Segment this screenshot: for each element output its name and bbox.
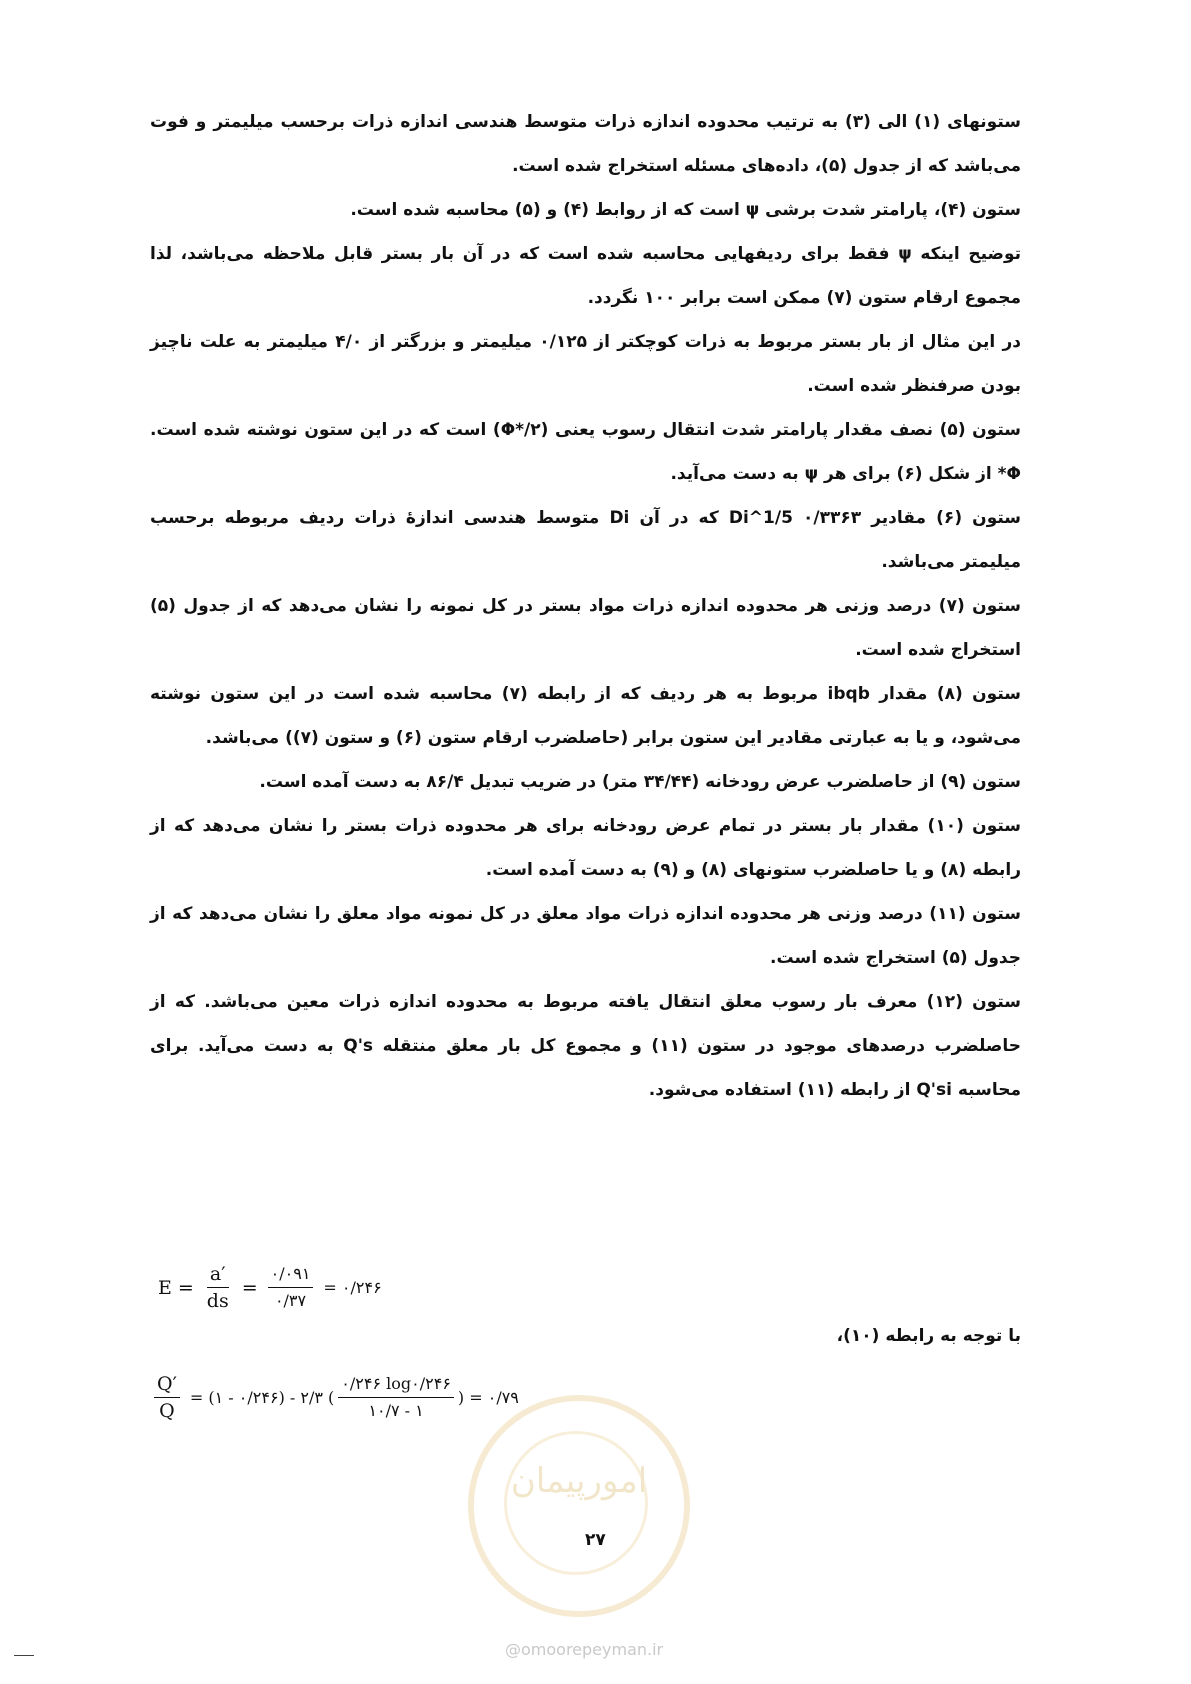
equation-q-frac-den: ۱۰/۷ - ۱ (368, 1401, 424, 1420)
watermark-logo-text: امورپیمان (510, 1461, 648, 1501)
paragraph-psi-note: توضیح اینکه ψ فقط برای ردیفهایی محاسبه شده است که در آن بار بستر قابل ملاحظه می‌باشد، لذا مجموع ارقام ستون (۷) ممکن است برابر ۱۰۰ نگردد. (150, 244, 1021, 308)
equation-e-frac1-den: ds (206, 1290, 229, 1312)
equation-q-lhs-num: Q′ (154, 1372, 180, 1398)
footer-url: @omoorepeyman.ir (505, 1640, 664, 1659)
watermark-seal (468, 1395, 690, 1617)
paragraph-column-11: ستون (۱۱) درصد وزنی هر محدوده اندازه ذرات مواد معلق در کل نمونه مواد معلق را نشان می‌دهد که از جدول (۵) استخراج شده است. (150, 904, 1021, 968)
paragraph-column-9: ستون (۹) از حاصلضرب عرض رودخانه (۳۴/۴۴ متر) در ضریب تبدیل ۸۶/۴ به دست آمده است. (259, 772, 1021, 792)
equation-e-lhs: E (158, 1276, 172, 1299)
page-number: ۲۷ (585, 1530, 606, 1550)
paragraph-column-7: ستون (۷) درصد وزنی هر محدوده اندازه ذرات مواد بستر در کل نمونه را نشان می‌دهد که از جدول (۵) استخراج شده است. (150, 596, 1022, 660)
margin-mark (14, 1655, 34, 1656)
equation-e-equals: = (177, 1276, 194, 1299)
equation-q-middle: = (۱ - ۰/۲۴۶) - ۲/۳ ( (189, 1388, 335, 1407)
equation-e: E = $\frac{a'}{ds}$ = $\frac{۰/۰۹۱}{۰/۳۷}$ = ۰/۲۴۶ (158, 1263, 382, 1312)
body-text (150, 100, 1021, 1112)
equation-q-lhs (154, 1372, 180, 1423)
paragraph-column-6: ستون (۶) مقادیر ۰/۳۳۶۳ Di^1/5 که در آن Di متوسط هندسی اندازهٔ ذرات ردیف مربوطه برحسب میلیمتر می‌باشد. (150, 508, 1022, 572)
equation-q-frac-num: ۰/۲۴۶ log۰/۲۴۶ (338, 1372, 454, 1398)
equation-e-fraction-symbolic (204, 1262, 232, 1313)
equation-e-frac2-num: ۰/۰۹۱ (268, 1262, 314, 1288)
paragraph-column-4: ستون (۴)، پارامتر شدت برشی ψ است که از روابط (۴) و (۵) محاسبه شده است. (350, 200, 1021, 220)
equation-e-frac2-den: ۰/۳۷ (274, 1291, 307, 1310)
equation-q-lhs-den: Q (159, 1400, 175, 1422)
paragraph-column-10: ستون (۱۰) مقدار بار بستر در تمام عرض رودخانه برای هر محدوده ذرات بستر را نشان می‌دهد که از رابطه (۸) و یا حاصلضرب ستونهای (۸) و (۹) به دست آمده است. (150, 816, 1022, 880)
equation-e-result: = ۰/۲۴۶ (323, 1278, 382, 1297)
paragraph-column-12: ستون (۱۲) معرف بار رسوب معلق انتقال یافته مربوط به محدوده اندازه ذرات معین می‌باشد. که از حاصلضرب درصدهای موجود در ستون (۱۱) و مجموع کل بار معلق منتقله Q's به دست می‌آید. برای محاسبه Q'si از رابطه (۱۱) استفاده می‌شود. (150, 992, 1021, 1100)
equation-q-fraction (338, 1372, 454, 1423)
paragraph-column-8: ستون (۸) مقدار ibqb مربوط به هر ردیف که از رابطه (۷) محاسبه شده است در این ستون نوشته می‌شود، و یا به عبارتی مقادیر این ستون برابر (حاصلضرب ارقام ستون (۶) و ستون (۷)) می‌باشد. (150, 684, 1021, 748)
equation-e-fraction-numeric (268, 1262, 314, 1313)
relation-note: با توجه به رابطه (۱۰)، (836, 1326, 1021, 1346)
watermark-inner-ring (504, 1431, 648, 1575)
equation-e-frac1-num: a′ (207, 1262, 229, 1288)
paragraph-example-note: در این مثال از بار بستر مربوط به ذرات کوچکتر از ۰/۱۲۵ میلیمتر و بزرگتر از ۴/۰ میلیمتر به علت ناچیز بودن صرفنظر شده است. (150, 332, 1021, 396)
paragraph-columns-1-3: ستونهای (۱) الی (۳) به ترتیب محدوده اندازه ذرات متوسط هندسی اندازه ذرات برحسب میلیمتر و فوت می‌باشد که از جدول (۵)، داده‌های مسئله استخراج شده است. (150, 112, 1021, 176)
equation-q-ratio (150, 1372, 519, 1423)
equation-q-result: ) = ۰/۷۹ (457, 1388, 519, 1407)
paragraph-column-5: ستون (۵) نصف مقدار پارامتر شدت انتقال رسوب یعنی (Φ*/۲) است که در این ستون نوشته شده است. Φ* از شکل (۶) برای هر ψ به دست می‌آید. (150, 420, 1022, 484)
